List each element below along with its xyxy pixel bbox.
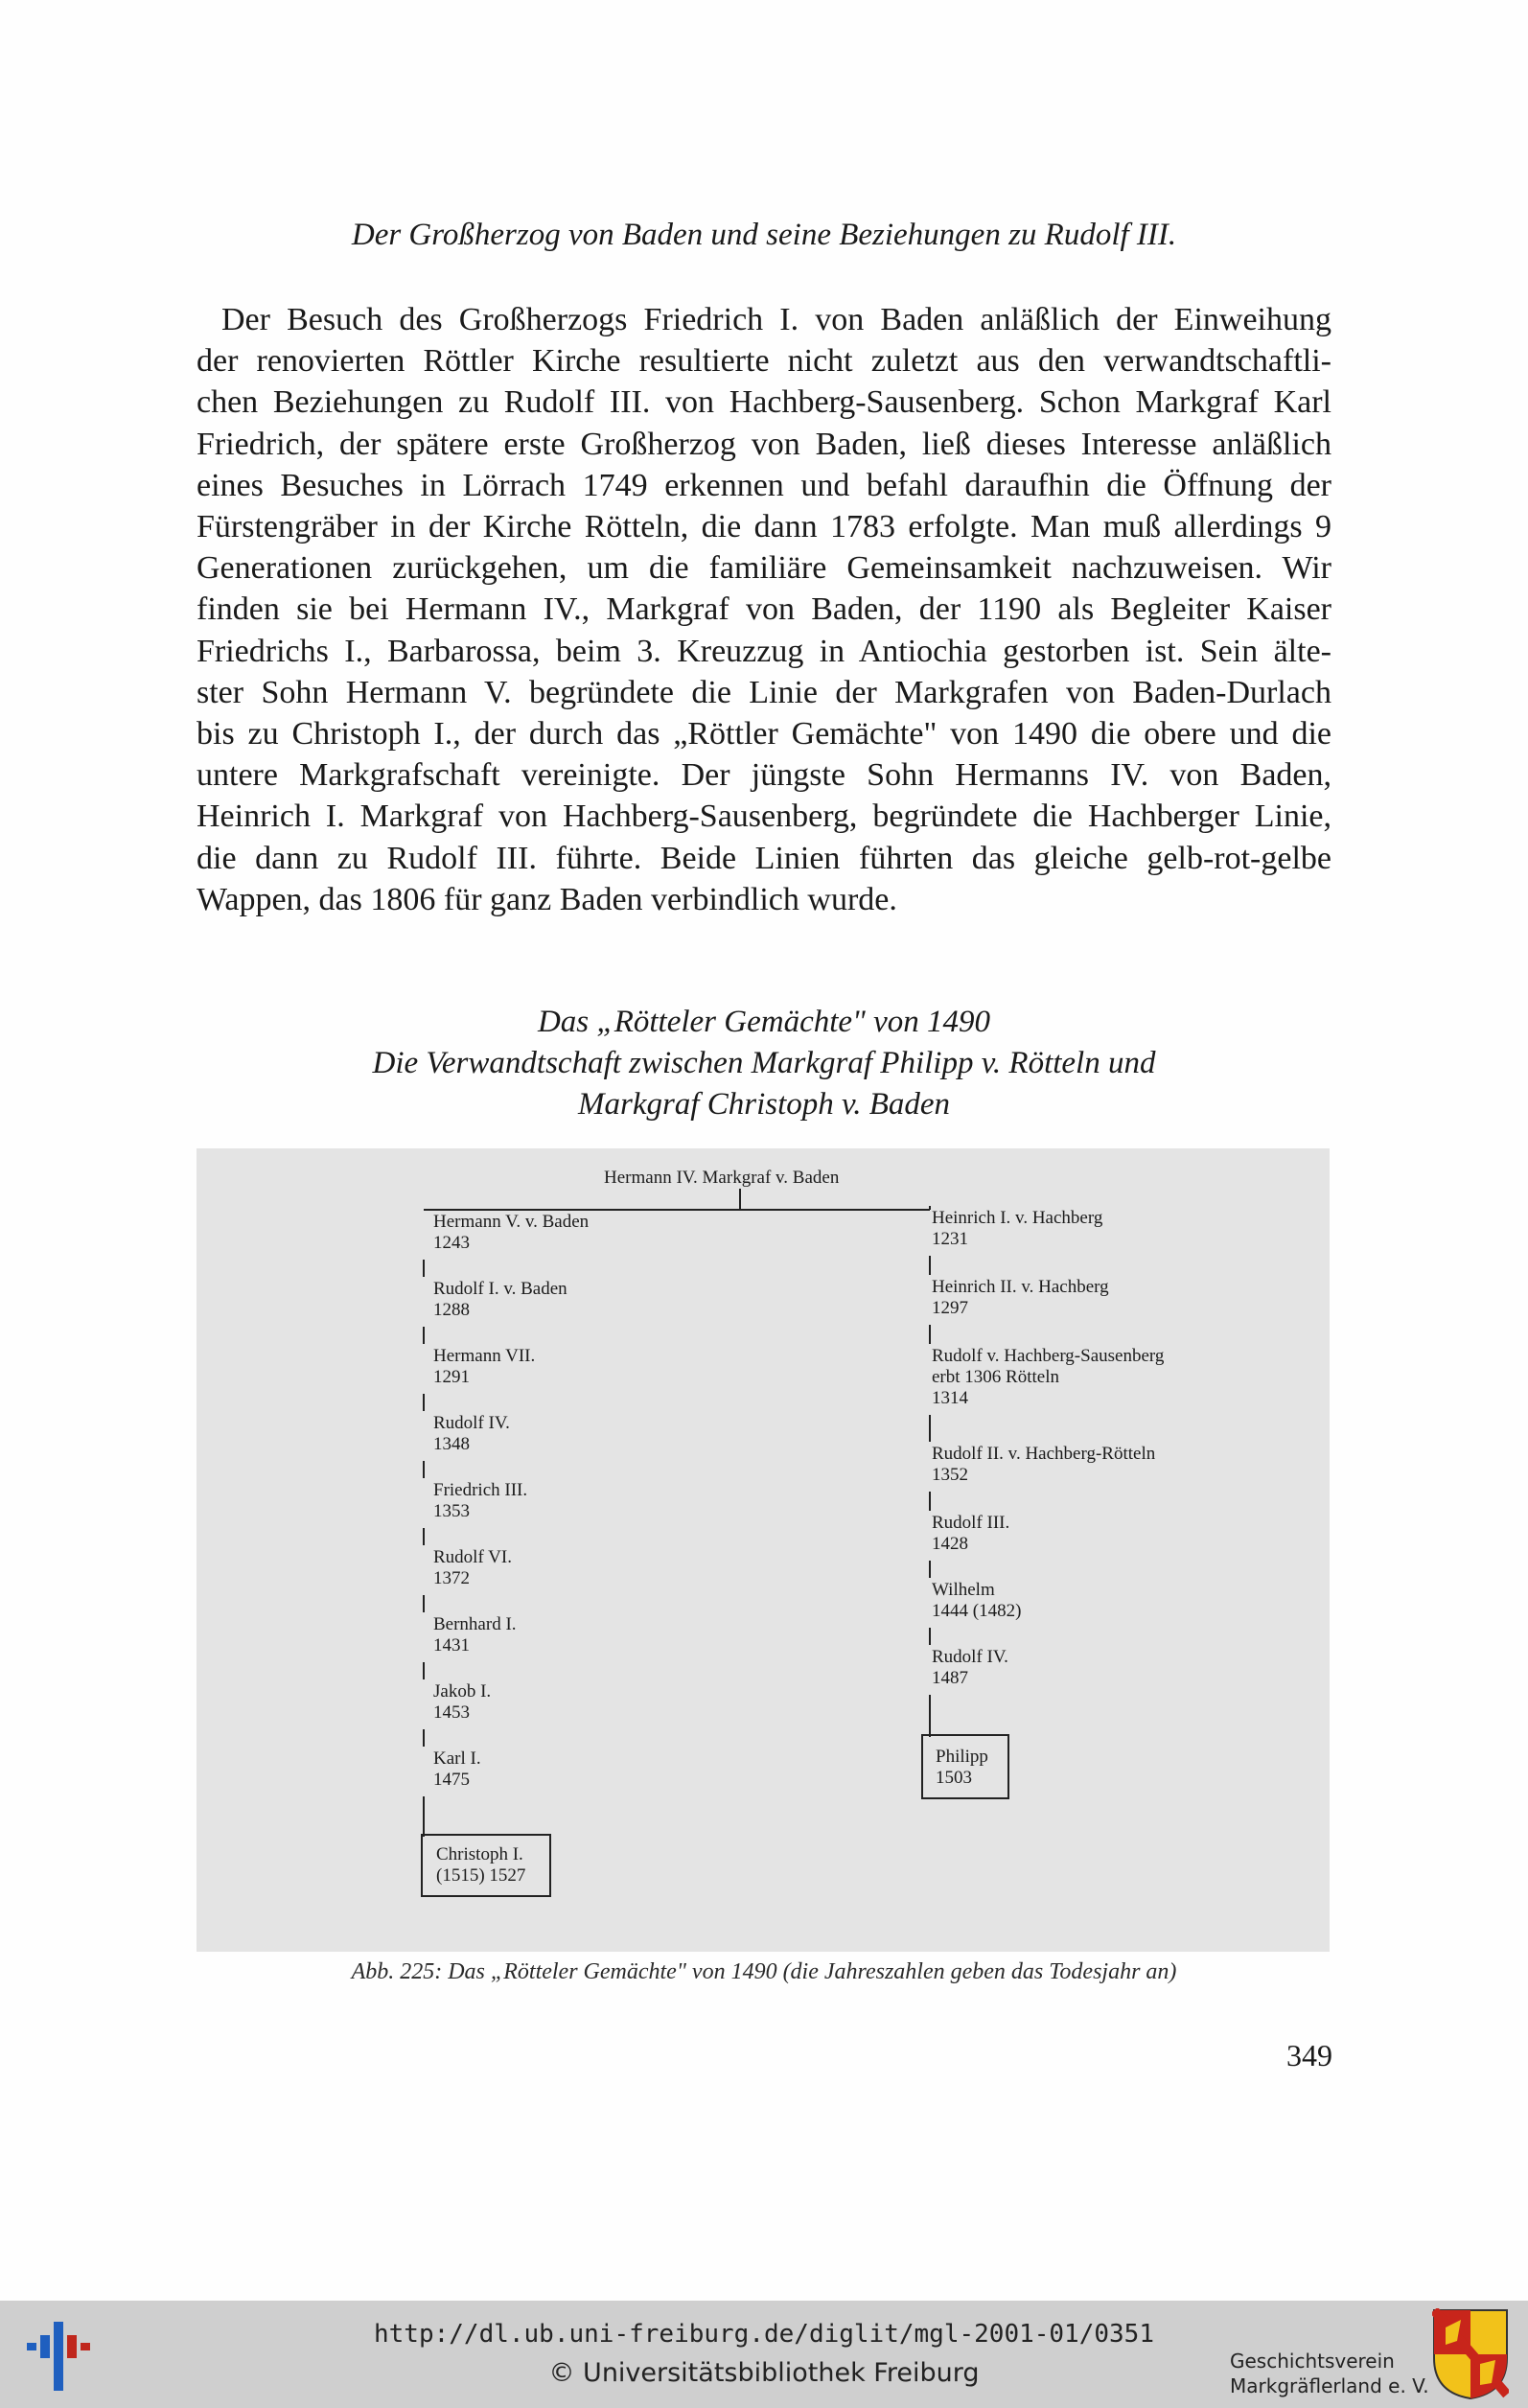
tree-node-label: 1431 [433,1635,470,1656]
paragraph-line: Generationen zurückgehen, um die familiäre Gemeinsamkeit nachzuweisen. Wir [197,550,1331,587]
tree-node-label: Rudolf IV. [932,1647,1008,1667]
tree-node-label: Rudolf v. Hachberg-Sausenberg [932,1346,1165,1366]
figure-caption: Abb. 225: Das „Rötteler Gemächte" von 1490 (die Jahreszahlen geben das Todesjahr an) [351,1959,1177,1984]
paragraph-line: finden sie bei Hermann IV., Markgraf von Baden, der 1190 als Begleiter Kaiser [197,591,1331,628]
footer-bar [0,2301,1528,2408]
section-title: Der Großherzog von Baden und seine Beziehungen zu Rudolf III. [351,218,1177,252]
tree-node-label: Hermann V. v. Baden [433,1212,590,1232]
tree-node-label: Bernhard I. [433,1614,517,1634]
society-name [1230,2349,1429,2398]
tree-node-label: Heinrich I. v. Hachberg [932,1208,1103,1228]
tree-node-label: 1372 [433,1568,470,1588]
figure-title [197,1002,1331,1125]
tree-node-label: Philipp [936,1747,988,1767]
paragraph-line: der renovierten Röttler Kirche resultierte nicht zuletzt aus den verwandtschaftli- [197,343,1331,380]
tree-node-label: Rudolf I. v. Baden [433,1279,567,1299]
tree-node-label: 1352 [932,1465,968,1485]
tree-node-label: 1487 [932,1668,968,1688]
tree-node-label: Karl I. [433,1748,481,1769]
tree-node-label: 1297 [932,1298,968,1318]
tree-node-label: Hermann IV. Markgraf v. Baden [604,1168,840,1188]
tree-node-label: Jakob I. [433,1681,492,1702]
tree-node-label: 1475 [433,1770,470,1790]
tree-node-label: 1348 [433,1434,470,1454]
paragraph-line: bis zu Christoph I., der durch das „Röttler Gemächte" von 1490 die obere und die [197,716,1331,752]
family-tree-diagram [197,1148,1330,1952]
figure-title-line: Markgraf Christoph v. Baden [577,1087,951,1122]
tree-node-label: 1453 [433,1702,470,1723]
paragraph-line: Friedrichs I., Barbarossa, beim 3. Kreuzzug in Antiochia gestorben ist. Sein älte- [197,633,1331,669]
body-paragraph [197,299,1331,920]
tree-node-label: Hermann VII. [433,1346,536,1366]
tree-node-label: Rudolf VI. [433,1547,512,1567]
tree-node-label: 1503 [936,1768,972,1788]
paragraph-line: die dann zu Rudolf III. führte. Beide Linien führten das gleiche gelb-rot-gelbe [197,840,1331,876]
tree-node-label: Rudolf IV. [433,1413,510,1433]
tree-node-label: Friedrich III. [433,1480,528,1500]
coat-of-arms-icon [1432,2308,1509,2400]
paragraph-line: Fürstengräber in der Kirche Rötteln, die dann 1783 erfolgte. Man muß allerdings 9 [197,509,1331,545]
figure-title-line: Das „Rötteler Gemächte" von 1490 [537,1005,991,1039]
tree-node-label: Rudolf II. v. Hachberg-Rötteln [932,1444,1156,1464]
tree-node-label: (1515) 1527 [436,1865,526,1886]
paragraph-line: Friedrich, der spätere erste Großherzog von Baden, ließ dieses Interesse anläßlich [197,426,1331,462]
figure-title-line: Die Verwandtschaft zwischen Markgraf Philipp v. Rötteln und [372,1046,1156,1080]
terminal-node-box [922,1735,1008,1798]
tree-node-label: Rudolf III. [932,1513,1010,1533]
tree-node-label: 1444 (1482) [932,1601,1022,1621]
paragraph-line: untere Markgrafschaft vereinigte. Der jüngste Sohn Hermanns IV. von Baden, [197,757,1331,794]
paragraph-line: Heinrich I. Markgraf von Hachberg-Sausenberg, begründete die Hachberger Linie, [197,799,1331,835]
page-number: 349 [1286,2038,1332,2072]
paragraph-line: ster Sohn Hermann V. begründete die Linie der Markgrafen von Baden-Durlach [197,674,1331,710]
tree-node-label: Christoph I. [436,1844,523,1864]
tree-node-label: 1428 [932,1534,968,1554]
tree-node-label: 1243 [433,1233,470,1253]
tree-node-label: 1291 [433,1367,470,1387]
copyright-text: © Universitätsbibliothek Freiburg [548,2358,980,2388]
society-name-line: Markgräflerland e. V. [1230,2374,1429,2397]
paragraph-line: Wappen, das 1806 für ganz Baden verbindlich wurde. [197,881,897,917]
tree-node-label: 1314 [932,1388,968,1408]
society-name-line: Geschichtsverein [1230,2350,1395,2373]
tree-node-label: 1288 [433,1300,470,1320]
tree-node-label: erbt 1306 Rötteln [932,1367,1059,1387]
tree-node-label: Wilhelm [932,1580,995,1600]
paragraph-line: eines Besuches in Lörrach 1749 erkennen und befahl daraufhin die Öffnung der [197,467,1331,503]
paragraph-line: chen Beziehungen zu Rudolf III. von Hachberg-Sausenberg. Schon Markgraf Karl [197,384,1331,421]
tree-node-label: Heinrich II. v. Hachberg [932,1277,1109,1297]
family-tree-figure [197,1148,1330,1952]
source-url-link[interactable]: http://dl.ub.uni-freiburg.de/diglit/mgl-2001-01/0351 [374,2320,1154,2349]
tree-node-label: 1353 [433,1501,470,1521]
paragraph-line: Der Besuch des Großherzogs Friedrich I. von Baden anläßlich der Einweihung [221,302,1331,337]
tree-node-label: 1231 [932,1229,968,1249]
